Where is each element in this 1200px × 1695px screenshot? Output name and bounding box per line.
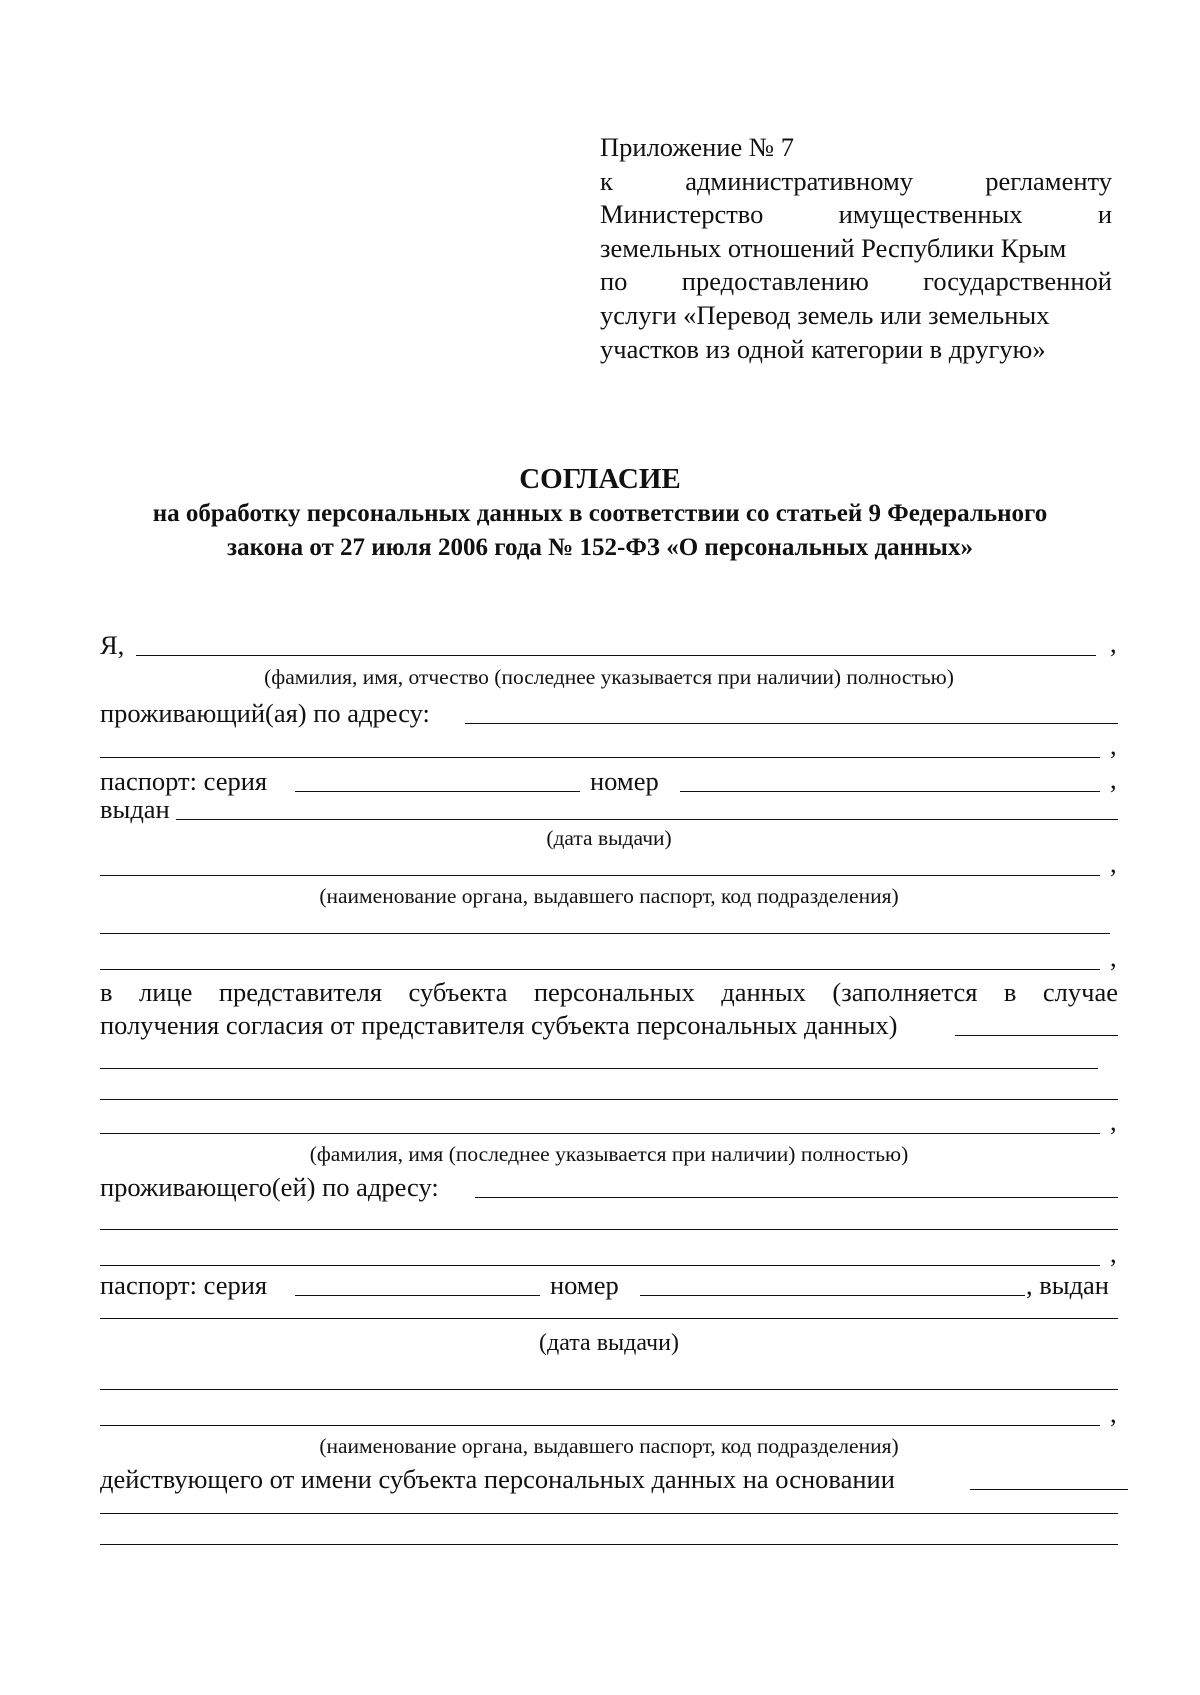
acting-basis-field[interactable] (970, 1489, 1128, 1490)
rep-fio-caption: (фамилия, имя (последнее указывается при наличии) полностью) (309, 1142, 909, 1166)
appendix-number: Приложение № 7 (600, 132, 795, 162)
document-subtitle-line-1: на обработку персональных данных в соответствии со статьей 9 Федерального (152, 500, 1048, 527)
rep-address-label: проживающего(ей) по адресу: (100, 1172, 439, 1202)
address-row-2: , (100, 728, 1118, 762)
ya-label: Я, (100, 630, 125, 660)
acting-basis-row (100, 1460, 1118, 1494)
representative-line-2: получения согласия от представителя субъекта персональных данных) (100, 1010, 898, 1040)
representative-line-field-1[interactable] (100, 1068, 1098, 1069)
rep-passport-number-label: номер (550, 1270, 619, 1300)
address-field[interactable] (465, 723, 1118, 724)
rep-issuer-field-1[interactable] (100, 1389, 1118, 1390)
appendix-line-7: участков из одной категории в другую» (600, 333, 1046, 364)
representative-paragraph (100, 976, 1118, 1009)
rep-issued-label: , выдан (1026, 1270, 1109, 1300)
address-field-2[interactable] (100, 757, 1100, 758)
issued-label: выдан (100, 794, 170, 824)
representative-line-1: в лице представителя субъекта персональных данных (заполняется в случае (100, 977, 1118, 1007)
passport-row: паспорт: серия номер , (100, 764, 1117, 796)
rep-passport-series-field[interactable] (295, 1295, 540, 1296)
issued-row (100, 790, 1118, 824)
issuer-field-3[interactable] (100, 969, 1100, 970)
fio-row: Я, , (100, 628, 1117, 660)
appendix-header (600, 131, 1112, 366)
issuer-field[interactable] (100, 875, 1100, 876)
address-row (100, 694, 1118, 728)
appendix-line-2: к административному регламенту (600, 165, 1112, 196)
issuer-caption: (наименование органа, выдавшего паспорт, код подразделения) (319, 884, 899, 908)
issuer-row-3: , (100, 940, 1118, 974)
rep-address-row (100, 1168, 1118, 1202)
acting-basis-field-3[interactable] (100, 1544, 1118, 1545)
acting-basis-field-2[interactable] (100, 1513, 1118, 1514)
rep-address-row-3: , (100, 1236, 1118, 1270)
rep-passport-series-label: паспорт: серия (100, 1270, 268, 1300)
acting-basis-label: действующего от имени субъекта персональных данных на основании (100, 1464, 895, 1494)
rep-issuer-row: , (100, 1396, 1118, 1430)
rep-issuer-field-2[interactable] (100, 1425, 1100, 1426)
issuer-field-2[interactable] (100, 933, 1110, 934)
document-title: СОГЛАСИЕ (519, 463, 681, 495)
rep-fio-row: , (100, 1104, 1118, 1138)
rep-passport-number-field[interactable] (640, 1295, 1025, 1296)
representative-row-2 (100, 1006, 1118, 1040)
rep-issuer-caption: (наименование органа, выдавшего паспорт, код подразделения) (319, 1434, 899, 1458)
rep-fio-field[interactable] (100, 1133, 1100, 1134)
appendix-line-3: Министерство имущественных и (600, 199, 1112, 230)
appendix-line-6: услуги «Перевод земель или земельных (600, 299, 1050, 330)
issuer-row: , (100, 846, 1118, 880)
appendix-line-5: по предоставлению государственной (600, 266, 1112, 297)
address-label: проживающий(ая) по адресу: (100, 698, 430, 728)
rep-issue-date-caption: (дата выдачи) (539, 1330, 679, 1356)
fio-field[interactable] (136, 655, 1096, 656)
issued-field[interactable] (176, 819, 1118, 820)
appendix-line-4: земельных отношений Республики Крым (600, 232, 1067, 263)
passport-number-label: номер (590, 766, 659, 796)
fio-caption: (фамилия, имя, отчество (последнее указывается при наличии) полностью) (264, 665, 954, 689)
issue-date-caption: (дата выдачи) (546, 826, 672, 850)
representative-field[interactable] (955, 1035, 1118, 1036)
passport-series-label: паспорт: серия (100, 766, 268, 796)
rep-issued-field[interactable] (100, 1318, 1118, 1319)
representative-line-field-2[interactable] (100, 1099, 1118, 1100)
document-subtitle-line-2: закона от 27 июля 2006 года № 152-ФЗ «О персональных данных» (227, 534, 973, 561)
rep-passport-row (100, 1266, 1118, 1300)
rep-address-field[interactable] (475, 1197, 1118, 1198)
rep-address-field-2[interactable] (100, 1229, 1118, 1230)
